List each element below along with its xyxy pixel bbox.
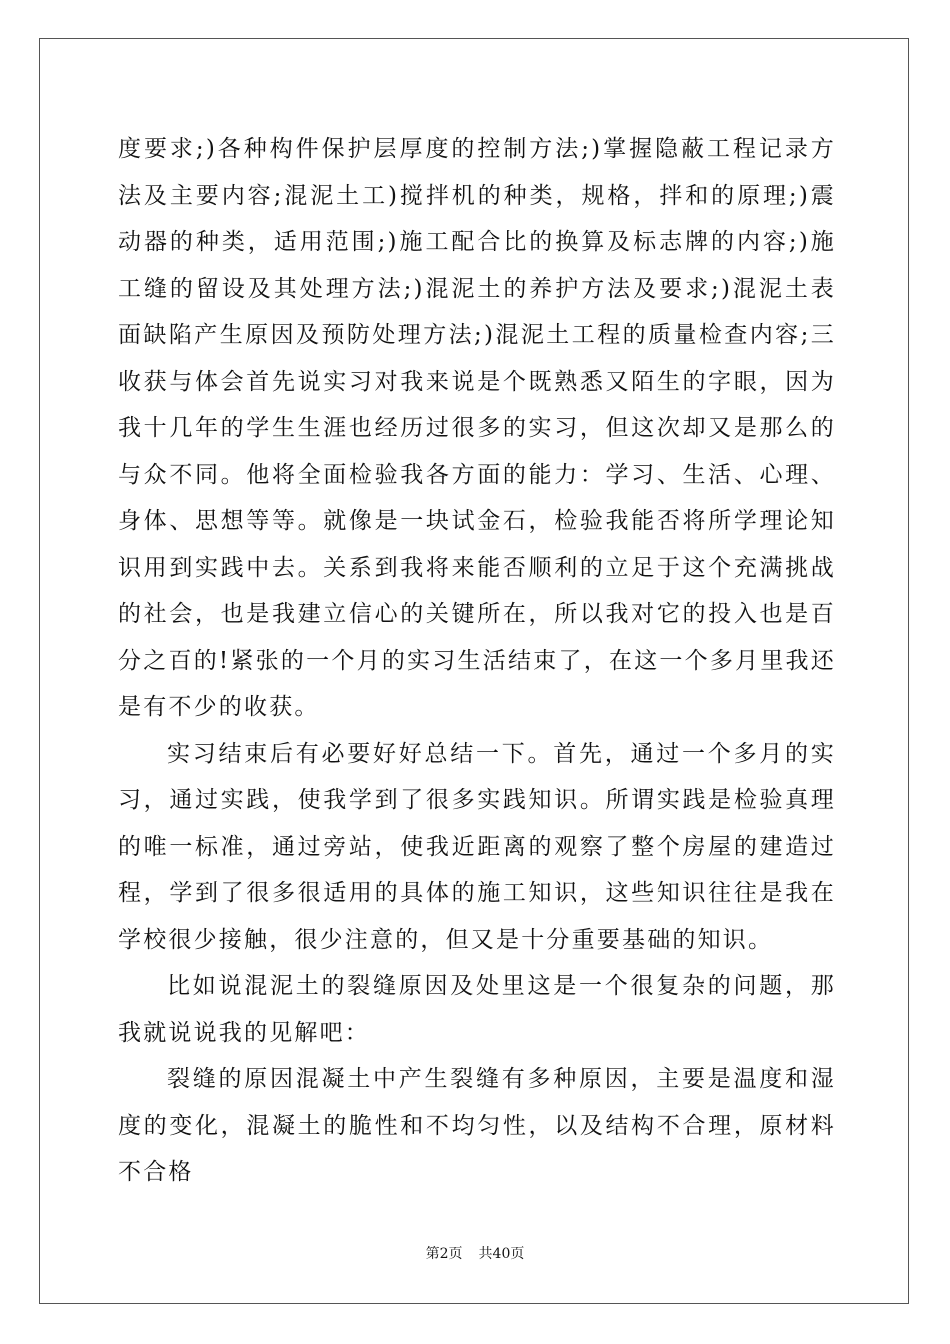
page-number: 第2页 [425, 1246, 463, 1262]
document-body [118, 126, 836, 1196]
paragraph-4: 裂缝的原因混凝土中产生裂缝有多种原因，主要是温度和湿度的变化，混凝土的脆性和不均匀性，以及结构不合理，原材料不合格 [118, 1066, 836, 1185]
paragraph-2: 实习结束后有必要好好总结一下。首先，通过一个多月的实习，通过实践，使我学到了很多实践知识。所谓实践是检验真理的唯一标准，通过旁站，使我近距离的观察了整个房屋的建造过程，学到了很多很适用的具体的施工知识，这些知识往往是我在学校很少接触，很少注意的，但又是十分重要基础的知识。 [118, 740, 836, 953]
page-footer [0, 1243, 950, 1263]
paragraph-1: 度要求;)各种构件保护层厚度的控制方法;)掌握隐蔽工程记录方法及主要内容;混泥土工)搅拌机的种类，规格，拌和的原理;)震动器的种类，适用范围;)施工配合比的换算及标志牌的内容;)施工缝的留设及其处理方法;)混泥土的养护方法及要求;)混泥土表面缺陷产生原因及预防处理方法;)混泥土工程的质量检查内容;三收获与体会首先说实习对我来说是个既熟悉又陌生的字眼，因为我十几年的学生生涯也经历过很多的实习，但这次却又是那么的与众不同。他将全面检验我各方面的能力：学习、生活、心理、身体、思想等等。就像是一块试金石，检验我能否将所学理论知识用到实践中去。关系到我将来能否顺利的立足于这个充满挑战的社会，也是我建立信心的关键所在，所以我对它的投入也是百分之百的!紧张的一个月的实习生活结束了，在这一个多月里我还是有不少的收获。 [118, 136, 836, 720]
paragraph-3: 比如说混泥土的裂缝原因及处里这是一个很复杂的问题，那我就说说我的见解吧： [118, 973, 836, 1046]
page-total: 共40页 [478, 1246, 525, 1262]
